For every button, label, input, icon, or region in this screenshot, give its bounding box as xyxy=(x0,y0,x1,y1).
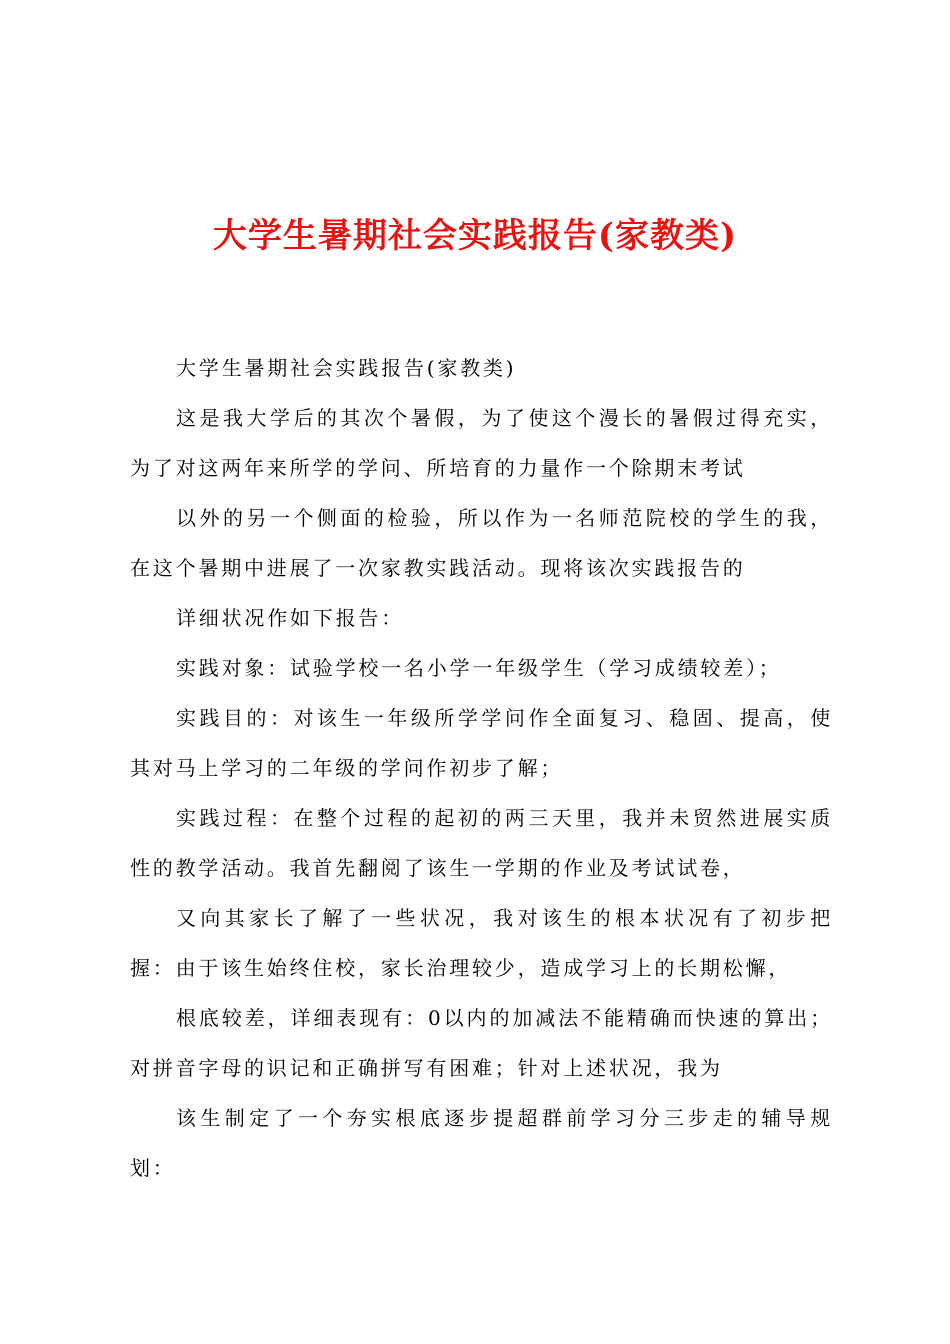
paragraph: 实践对象：试验学校一名小学一年级学生（学习成绩较差）； xyxy=(176,656,782,680)
document-title: 大学生暑期社会实践报告(家教类) xyxy=(212,216,738,256)
paragraph: 这是我大学后的其次个暑假，为了使这个漫长的暑假过得充实，为了对这两年来所学的学问、所培育的力量作一个除期末考试 xyxy=(130,406,833,480)
paragraph: 该生制定了一个夯实根底逐步提超群前学习分三步走的辅导规划： xyxy=(130,1106,833,1180)
paragraph: 又向其家长了解了一些状况，我对该生的根本状况有了初步把握：由于该生始终住校，家长治理较少，造成学习上的长期松懈， xyxy=(130,906,833,980)
paragraph: 实践目的：对该生一年级所学学问作全面复习、稳固、提高，使其对马上学习的二年级的学问作初步了解； xyxy=(130,706,833,780)
paragraph: 以外的另一个侧面的检验，所以作为一名师范院校的学生的我，在这个暑期中进展了一次家教实践活动。现将该次实践报告的 xyxy=(130,506,833,580)
paragraph: 实践过程：在整个过程的起初的两三天里，我并未贸然进展实质性的教学活动。我首先翻阅了该生一学期的作业及考试试卷， xyxy=(130,806,833,880)
document-body xyxy=(130,343,833,1193)
paragraph: 大学生暑期社会实践报告(家教类) xyxy=(176,356,517,380)
paragraph: 根底较差，详细表现有：0以内的加减法不能精确而快速的算出；对拼音字母的识记和正确拼写有困难；针对上述状况，我为 xyxy=(130,1006,833,1080)
paragraph: 详细状况作如下报告： xyxy=(176,606,404,630)
